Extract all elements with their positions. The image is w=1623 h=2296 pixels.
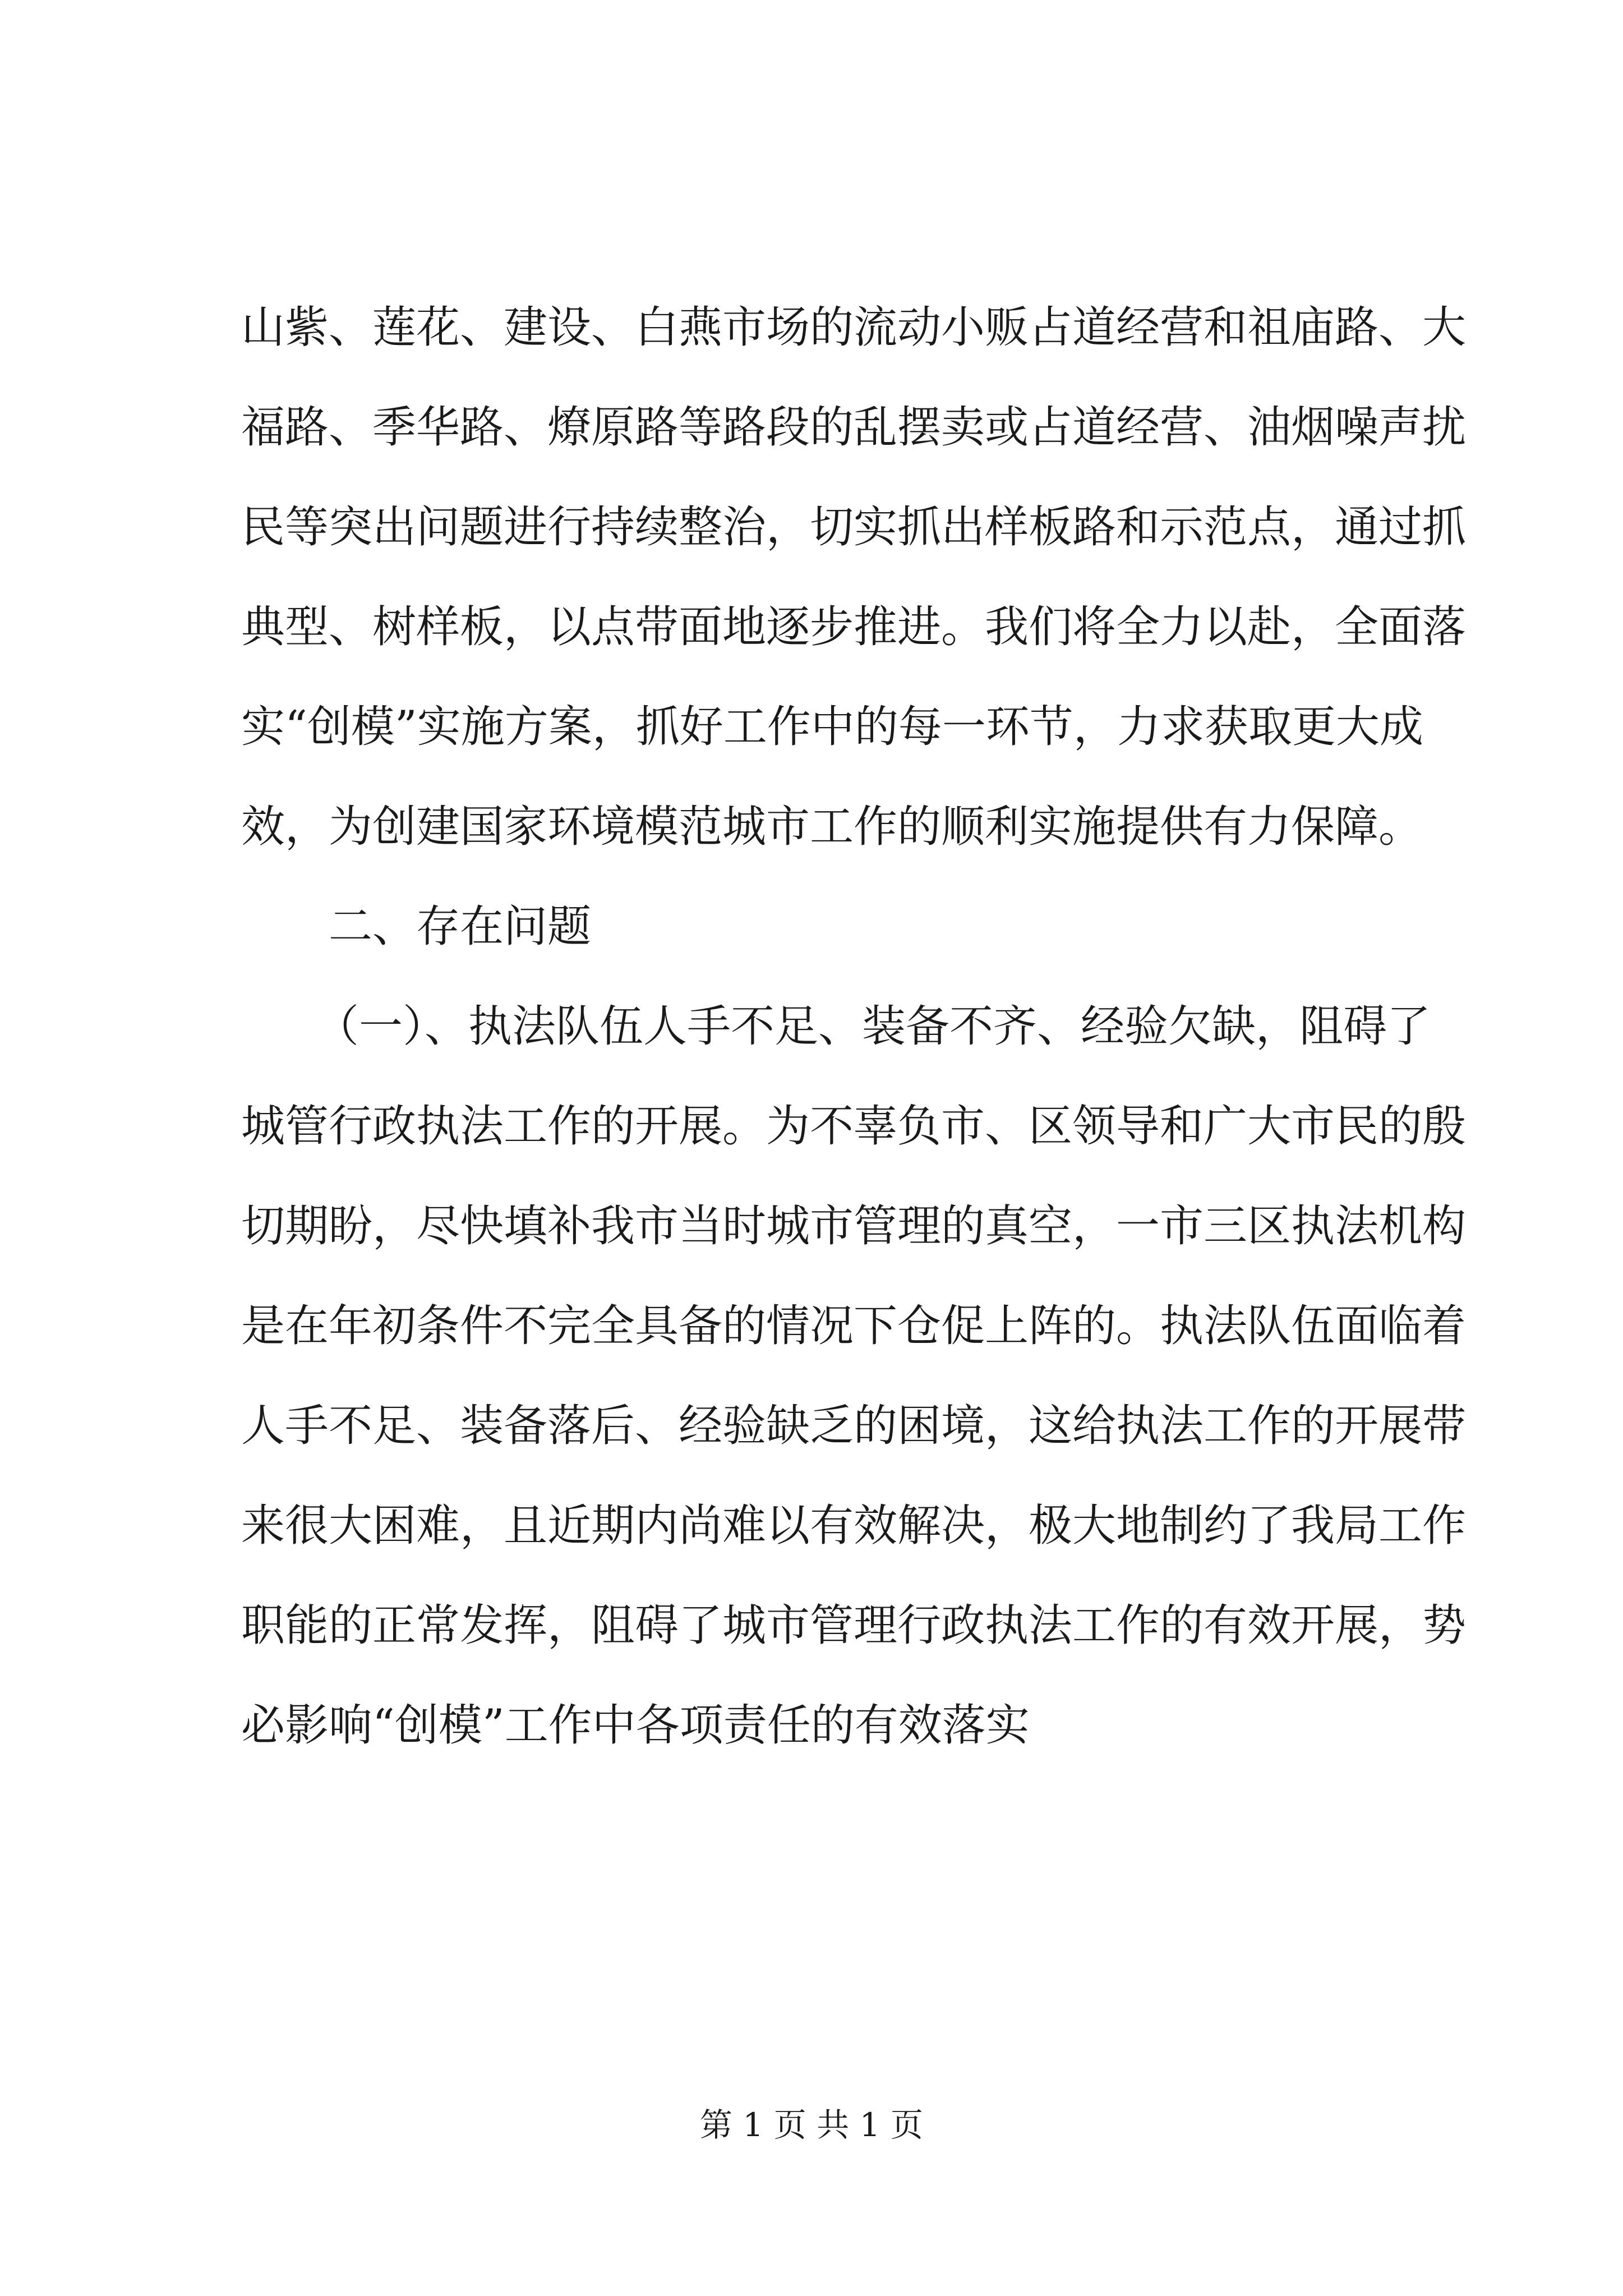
body-line: 城管行政执法工作的开展。为不辜负市、区领导和广大市民的殷 bbox=[241, 1101, 1467, 1152]
body-line: 人手不足、装备落后、经验缺乏的困境，这给执法工作的开展带 bbox=[241, 1401, 1467, 1451]
body-line: 实“创模”实施方案，抓好工作中的每一环节，力求获取更大成 bbox=[241, 702, 1423, 752]
body-line: 必影响“创模”工作中各项责任的有效落实 bbox=[241, 1700, 1030, 1751]
body-line: 福路、季华路、燎原路等路段的乱摆卖或占道经营、油烟噪声扰 bbox=[241, 402, 1467, 453]
body-line: 山紫、莲花、建设、白燕市场的流动小贩占道经营和祖庙路、大 bbox=[241, 302, 1467, 353]
body-line: 职能的正常发挥，阻碍了城市管理行政执法工作的有效开展，势 bbox=[241, 1600, 1467, 1651]
subsection-first-line: （一）、执法队伍人手不足、装备不齐、经验欠缺，阻碍了 bbox=[315, 1001, 1431, 1052]
page-footer: 第 1 页 共 1 页 bbox=[700, 2106, 923, 2144]
body-line: 切期盼，尽快填补我市当时城市管理的真空，一市三区执法机构 bbox=[241, 1201, 1467, 1251]
section-heading: 二、存在问题 bbox=[329, 901, 592, 952]
document-body bbox=[241, 302, 1467, 1803]
body-line: 是在年初条件不完全具备的情况下仓促上阵的。执法队伍面临着 bbox=[241, 1301, 1467, 1351]
body-line: 来很大困难，且近期内尚难以有效解决，极大地制约了我局工作 bbox=[241, 1501, 1467, 1551]
body-line: 典型、树样板，以点带面地逐步推进。我们将全力以赴，全面落 bbox=[241, 602, 1467, 652]
body-line: 民等突出问题进行持续整治，切实抓出样板路和示范点，通过抓 bbox=[241, 502, 1467, 553]
body-line: 效，为创建国家环境模范城市工作的顺利实施提供有力保障。 bbox=[241, 802, 1423, 852]
